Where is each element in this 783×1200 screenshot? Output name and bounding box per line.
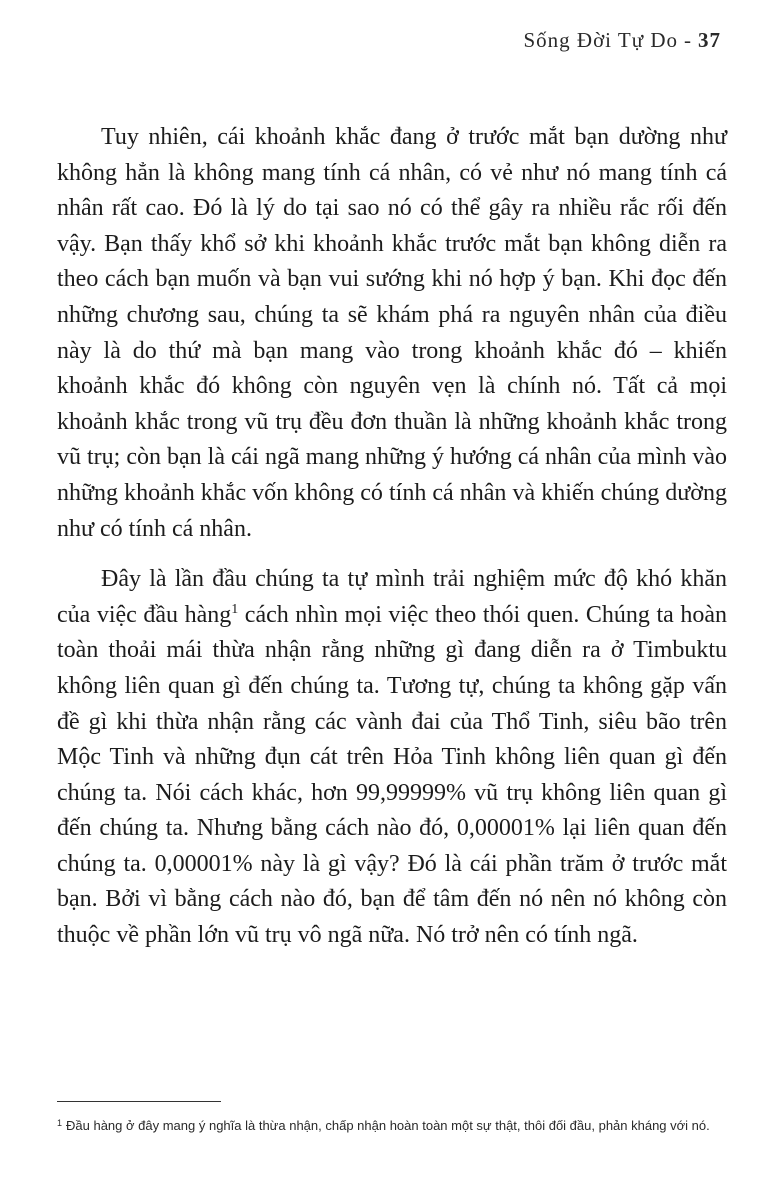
footnote-divider bbox=[57, 1101, 221, 1102]
paragraph-2-text-start: Đây là lần đầu chúng ta tự mình trải nghiệm mức độ khó khăn của việc đầu hàng bbox=[57, 566, 727, 628]
footnote-mark: 1 bbox=[57, 1118, 63, 1128]
footnote bbox=[57, 1114, 727, 1138]
running-header-title: Sống Đời Tự Do bbox=[523, 28, 678, 52]
paragraph-2-text-end: cách nhìn mọi việc theo thói quen. Chúng ta hoàn toàn thoải mái thừa nhận rằng những gì đang diễn ra ở Timbuktu không liên quan gì đến chúng ta. Tương tự, chúng ta không gặp vấn đề gì khi thừa nhận rằng các vành đai của Thổ Tinh, siêu bão trên Mộc Tinh và những đụn cát trên Hỏa Tinh không liên quan gì đến chúng ta. Nói cách khác, hơn 99,99999% vũ trụ không liên quan gì đến chúng ta. Nhưng bằng cách nào đó, 0,00001% lại liên quan đến chúng ta. 0,00001% này là gì vậy? Đó là cái phần trăm ở trước mắt bạn. Bởi vì bằng cách nào đó, bạn để tâm đến nó nên nó không còn thuộc về phần lớn vũ trụ vô ngã nữa. Nó trở nên có tính ngã. bbox=[57, 601, 727, 949]
paragraph-1-text: Tuy nhiên, cái khoảnh khắc đang ở trước mắt bạn dường như không hẳn là không mang tính cá nhân, có vẻ như nó mang tính cá nhân rất cao. Đó là lý do tại sao nó có thể gây ra nhiều rắc rối đến vậy. Bạn thấy khổ sở khi khoảnh khắc trước mắt bạn không diễn ra theo cách bạn muốn và bạn vui sướng khi nó hợp ý bạn. Khi đọc đến những chương sau, chúng ta sẽ khám phá ra nguyên nhân của điều này là do thứ mà bạn mang vào trong khoảnh khắc đó – khiến khoảnh khắc đó không còn nguyên vẹn là chính nó. Tất cả mọi khoảnh khắc trong vũ trụ đều đơn thuần là những khoảnh khắc trong vũ trụ; còn bạn là cái ngã mang những ý hướng cá nhân của mình vào những khoảnh khắc vốn không có tính cá nhân và khiến chúng dường như có tính cá nhân. bbox=[57, 124, 727, 542]
footnote-text: Đầu hàng ở đây mang ý nghĩa là thừa nhận, chấp nhận hoàn toàn một sự thật, thôi đối đầu, phản kháng với nó. bbox=[66, 1118, 710, 1133]
running-header bbox=[523, 28, 721, 53]
footnote-reference[interactable]: 1 bbox=[231, 601, 239, 617]
paragraph-2 bbox=[57, 562, 727, 954]
body-text bbox=[57, 120, 727, 954]
running-header-separator: - bbox=[684, 28, 692, 52]
paragraph-1 bbox=[57, 120, 727, 547]
page-number: 37 bbox=[698, 28, 721, 52]
